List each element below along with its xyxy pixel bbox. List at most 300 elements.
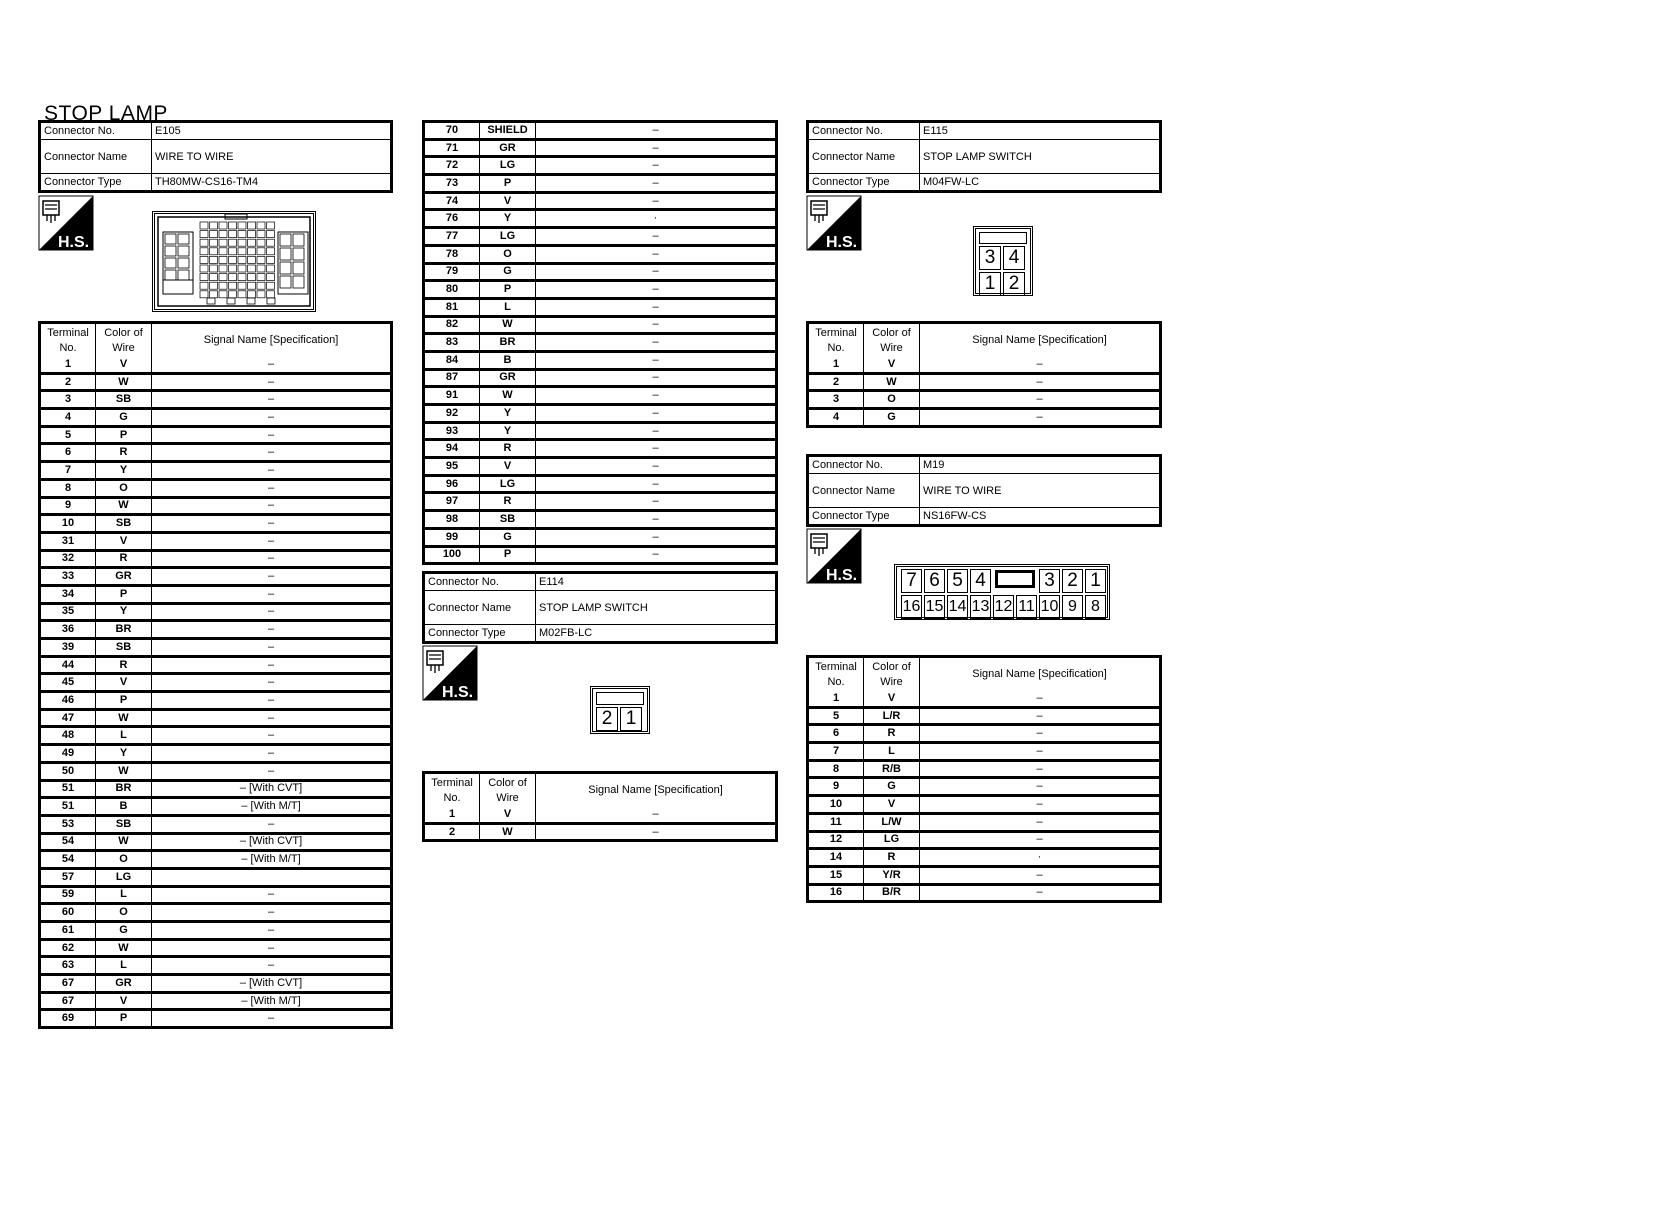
terminal-no: 67 (40, 975, 96, 993)
signal-name: – [With M/T] (152, 851, 392, 869)
signal-name: – (152, 426, 392, 444)
signal-name: – (152, 444, 392, 462)
terminal-no: 31 (40, 532, 96, 550)
terminal-no: 63 (40, 957, 96, 975)
signal-name: – (920, 357, 1161, 373)
connector-no-value: E114 (536, 573, 777, 591)
pin-label: 9 (1062, 595, 1083, 619)
terminal-no: 6 (40, 444, 96, 462)
wire-color: G (480, 528, 536, 546)
table-row (424, 475, 777, 493)
wire-color: O (96, 851, 152, 869)
signal-name: – (152, 515, 392, 533)
terminal-no: 7 (40, 462, 96, 480)
signal-name: – (152, 922, 392, 940)
wire-color: P (96, 426, 152, 444)
signal-name: – (152, 497, 392, 515)
wire-color: G (480, 263, 536, 281)
table-row (40, 692, 392, 710)
pin-label: 2 (1062, 569, 1083, 593)
connector-no-value: E105 (152, 122, 392, 140)
harness-side-icon (38, 195, 94, 251)
harness-side-icon (806, 528, 862, 584)
table-row (40, 780, 392, 798)
table-row (424, 405, 777, 423)
signal-name: – (536, 369, 777, 387)
table-row (424, 122, 777, 140)
table-row (40, 656, 392, 674)
terminal-no: 1 (40, 357, 96, 373)
wire-color: L (480, 298, 536, 316)
terminal-no: 70 (424, 122, 480, 140)
signal-name: – (152, 391, 392, 409)
wire-color: R/B (864, 760, 920, 778)
terminal-no: 67 (40, 992, 96, 1010)
signal-name: – (536, 228, 777, 246)
terminal-no: 8 (40, 479, 96, 497)
wire-color: V (864, 796, 920, 814)
wire-color: G (864, 778, 920, 796)
terminal-no: 98 (424, 511, 480, 529)
terminal-no: 3 (808, 391, 864, 409)
table-row (424, 493, 777, 511)
table-row (40, 922, 392, 940)
wire-color: SB (96, 515, 152, 533)
wire-color: R (480, 493, 536, 511)
signal-name: – (152, 727, 392, 745)
harness-side-icon (806, 195, 862, 251)
wire-color: V (864, 691, 920, 707)
signal-name: – (152, 815, 392, 833)
terminal-no: 61 (40, 922, 96, 940)
signal-name: – (152, 904, 392, 922)
terminal-no: 69 (40, 1010, 96, 1028)
terminal-no: 2 (40, 373, 96, 391)
pin-label: 7 (901, 569, 922, 593)
wire-color: SHIELD (480, 122, 536, 140)
table-row (808, 796, 1161, 814)
e105-terminal-table (38, 321, 393, 1029)
terminal-no: 71 (424, 139, 480, 157)
table-row (424, 528, 777, 546)
terminal-no: 35 (40, 603, 96, 621)
wire-color: W (96, 833, 152, 851)
col-terminal-header: Terminal No. (424, 773, 480, 808)
table-row (808, 813, 1161, 831)
wire-color: W (96, 762, 152, 780)
table-row (808, 849, 1161, 867)
terminal-no: 5 (40, 426, 96, 444)
table-row (40, 957, 392, 975)
signal-name: · (536, 210, 777, 228)
connector-type-label: Connector Type (40, 174, 152, 192)
wire-color: Y (480, 422, 536, 440)
connector-no-value: E115 (920, 122, 1161, 140)
signal-name: – [With CVT] (152, 833, 392, 851)
signal-name: – (152, 745, 392, 763)
svg-text:H.S.: H.S. (826, 234, 858, 251)
signal-name: – (920, 884, 1161, 902)
wire-color: SB (96, 391, 152, 409)
connector-type-label: Connector Type (808, 508, 920, 526)
terminal-no: 51 (40, 780, 96, 798)
pin-label: 3 (1039, 569, 1060, 593)
wire-color: SB (480, 511, 536, 529)
pin-label: 4 (1003, 246, 1025, 270)
wire-color: G (96, 409, 152, 427)
pin-label: 13 (970, 595, 991, 619)
table-row (424, 263, 777, 281)
wire-color: L (864, 743, 920, 761)
terminal-no: 4 (808, 409, 864, 427)
signal-name: – (152, 603, 392, 621)
terminal-no: 87 (424, 369, 480, 387)
table-row (808, 743, 1161, 761)
terminal-no: 99 (424, 528, 480, 546)
signal-name: – (536, 475, 777, 493)
wire-color: L/R (864, 707, 920, 725)
terminal-no: 32 (40, 550, 96, 568)
wire-color: W (96, 497, 152, 515)
table-row (40, 409, 392, 427)
connector-name-label: Connector Name (424, 591, 536, 625)
pin-label: 16 (901, 595, 922, 619)
wire-color: R (864, 725, 920, 743)
wire-color: W (480, 316, 536, 334)
signal-name: – (152, 939, 392, 957)
wire-color: Y (96, 745, 152, 763)
terminal-no: 3 (40, 391, 96, 409)
table-row (40, 585, 392, 603)
terminal-no: 62 (40, 939, 96, 957)
terminal-no: 6 (808, 725, 864, 743)
signal-name: – (152, 674, 392, 692)
terminal-no: 45 (40, 674, 96, 692)
table-row (40, 621, 392, 639)
wire-color: R (96, 656, 152, 674)
table-row (424, 511, 777, 529)
wire-color: V (480, 192, 536, 210)
signal-name: – (536, 546, 777, 564)
signal-name: – (152, 639, 392, 657)
wire-color: R (96, 444, 152, 462)
signal-name: – (536, 351, 777, 369)
connector-no-label: Connector No. (40, 122, 152, 140)
table-row (40, 497, 392, 515)
terminal-no: 78 (424, 245, 480, 263)
pin-label: 15 (924, 595, 945, 619)
signal-name: – (536, 823, 777, 841)
wire-color: SB (96, 815, 152, 833)
wire-color: R (864, 849, 920, 867)
col-terminal-header: Terminal No. (40, 323, 96, 358)
wire-color: P (480, 546, 536, 564)
table-row (40, 357, 392, 373)
signal-name: – (152, 568, 392, 586)
connector-type-value: M02FB-LC (536, 625, 777, 643)
table-row (40, 639, 392, 657)
wire-color: LG (864, 831, 920, 849)
signal-name: – (152, 709, 392, 727)
connector-type-value: NS16FW-CS (920, 508, 1161, 526)
table-row (40, 515, 392, 533)
wire-color: O (480, 245, 536, 263)
signal-name: – [With CVT] (152, 975, 392, 993)
signal-name: – (536, 175, 777, 193)
signal-name (152, 868, 392, 886)
wire-color: LG (480, 475, 536, 493)
terminal-no: 73 (424, 175, 480, 193)
signal-name: – [With M/T] (152, 992, 392, 1010)
signal-name: – (920, 691, 1161, 707)
svg-text:H.S.: H.S. (442, 684, 474, 701)
connector-type-label: Connector Type (808, 174, 920, 192)
terminal-no: 100 (424, 546, 480, 564)
signal-name: – (536, 334, 777, 352)
table-row (808, 725, 1161, 743)
pin-label: 1 (979, 272, 1001, 296)
terminal-no: 8 (808, 760, 864, 778)
wire-color: L (96, 886, 152, 904)
terminal-no: 91 (424, 387, 480, 405)
table-row (40, 1010, 392, 1028)
signal-name: – (152, 621, 392, 639)
table-row (424, 192, 777, 210)
terminal-no: 1 (808, 691, 864, 707)
terminal-no: 54 (40, 851, 96, 869)
terminal-no: 74 (424, 192, 480, 210)
wire-color: W (480, 387, 536, 405)
table-row (40, 727, 392, 745)
signal-name: – (920, 707, 1161, 725)
terminal-no: 47 (40, 709, 96, 727)
wire-color: GR (96, 568, 152, 586)
terminal-no: 81 (424, 298, 480, 316)
connector-type-label: Connector Type (424, 625, 536, 643)
signal-name: – (536, 511, 777, 529)
m19-info-table (806, 454, 1162, 527)
e115-connector-face (973, 226, 1033, 296)
table-row (808, 778, 1161, 796)
terminal-no: 1 (808, 357, 864, 373)
terminal-no: 2 (808, 373, 864, 391)
pin-label: 1 (1085, 569, 1106, 593)
connector-type-value: TH80MW-CS16-TM4 (152, 174, 392, 192)
table-row (40, 391, 392, 409)
terminal-no: 7 (808, 743, 864, 761)
terminal-no: 2 (424, 823, 480, 841)
pin-label: 5 (947, 569, 968, 593)
table-row (424, 210, 777, 228)
pin-label: 3 (979, 246, 1001, 270)
table-row (808, 373, 1161, 391)
pin-label: 6 (924, 569, 945, 593)
table-row (40, 373, 392, 391)
terminal-no: 97 (424, 493, 480, 511)
svg-text:H.S.: H.S. (58, 234, 90, 251)
svg-text:H.S.: H.S. (826, 567, 858, 584)
m19-terminal-table (806, 655, 1162, 903)
table-row (424, 422, 777, 440)
signal-name: – (536, 493, 777, 511)
table-row (40, 426, 392, 444)
signal-name: – (152, 585, 392, 603)
e105-connector-face (152, 211, 316, 312)
signal-name: – (152, 357, 392, 373)
table-row (40, 550, 392, 568)
table-row (424, 823, 777, 841)
wire-color: B (480, 351, 536, 369)
table-row (40, 462, 392, 480)
wire-color: LG (480, 157, 536, 175)
terminal-no: 77 (424, 228, 480, 246)
signal-name: – (152, 373, 392, 391)
terminal-no: 54 (40, 833, 96, 851)
col-signal-header: Signal Name [Specification] (920, 657, 1161, 692)
signal-name: – (152, 762, 392, 780)
connector-name-label: Connector Name (40, 140, 152, 174)
table-row (424, 334, 777, 352)
connector-lock (995, 570, 1035, 588)
signal-name: – (920, 373, 1161, 391)
wire-color: W (96, 373, 152, 391)
signal-name: – (152, 462, 392, 480)
col-color-header: Color of Wire (864, 323, 920, 358)
e105-info-table (38, 120, 393, 193)
signal-name: – (536, 281, 777, 299)
signal-name: – (152, 1010, 392, 1028)
table-row (40, 444, 392, 462)
wire-color: BR (96, 621, 152, 639)
wire-color: W (864, 373, 920, 391)
wire-color: R (480, 440, 536, 458)
e114-terminal-table (422, 771, 778, 842)
signal-name: – (152, 656, 392, 674)
e114-connector-face (590, 686, 650, 734)
signal-name: – (152, 532, 392, 550)
table-row (40, 674, 392, 692)
table-row (40, 798, 392, 816)
terminal-no: 84 (424, 351, 480, 369)
wire-color: V (480, 458, 536, 476)
signal-name: – (536, 422, 777, 440)
terminal-no: 33 (40, 568, 96, 586)
table-row (40, 479, 392, 497)
wire-color: V (96, 674, 152, 692)
wire-color: B (96, 798, 152, 816)
wire-color: SB (96, 639, 152, 657)
wire-color: BR (480, 334, 536, 352)
table-row (40, 745, 392, 763)
wire-color: W (96, 939, 152, 957)
table-row (40, 709, 392, 727)
table-row (424, 298, 777, 316)
table-row (424, 175, 777, 193)
wire-color: G (96, 922, 152, 940)
terminal-no: 1 (424, 807, 480, 823)
signal-name: – (920, 866, 1161, 884)
terminal-no: 95 (424, 458, 480, 476)
terminal-no: 57 (40, 868, 96, 886)
table-row (40, 886, 392, 904)
table-row (424, 807, 777, 823)
col-signal-header: Signal Name [Specification] (920, 323, 1161, 358)
wire-color: V (96, 532, 152, 550)
terminal-no: 12 (808, 831, 864, 849)
pin-label: 8 (1085, 595, 1106, 619)
terminal-no: 34 (40, 585, 96, 603)
signal-name: – (920, 813, 1161, 831)
signal-name: – (152, 692, 392, 710)
e115-terminal-table (806, 321, 1162, 428)
wire-color: L (96, 727, 152, 745)
terminal-no: 76 (424, 210, 480, 228)
table-row (424, 440, 777, 458)
table-row (424, 157, 777, 175)
terminal-no: 72 (424, 157, 480, 175)
signal-name: – (536, 405, 777, 423)
signal-name: – (920, 778, 1161, 796)
connector-no-label: Connector No. (808, 456, 920, 474)
connector-no-value: M19 (920, 456, 1161, 474)
wire-color: P (96, 1010, 152, 1028)
signal-name: – (920, 743, 1161, 761)
pin-label: 10 (1039, 595, 1060, 619)
table-row (424, 369, 777, 387)
col-color-header: Color of Wire (864, 657, 920, 692)
terminal-no: 39 (40, 639, 96, 657)
signal-name: – (536, 157, 777, 175)
table-row (40, 975, 392, 993)
table-row (424, 281, 777, 299)
table-row (40, 868, 392, 886)
col-terminal-header: Terminal No. (808, 657, 864, 692)
wire-color: P (96, 585, 152, 603)
wire-color: W (480, 823, 536, 841)
table-row (808, 357, 1161, 373)
wire-color: L (96, 957, 152, 975)
wire-color: P (480, 175, 536, 193)
connector-name-value: WIRE TO WIRE (920, 474, 1161, 508)
signal-name: – (536, 298, 777, 316)
table-row (424, 458, 777, 476)
connector-no-label: Connector No. (808, 122, 920, 140)
wire-color: O (96, 479, 152, 497)
pin-label: 11 (1016, 595, 1037, 619)
table-row (808, 391, 1161, 409)
signal-name: – (536, 192, 777, 210)
terminal-no: 93 (424, 422, 480, 440)
terminal-no: 51 (40, 798, 96, 816)
terminal-no: 79 (424, 263, 480, 281)
connector-no-label: Connector No. (424, 573, 536, 591)
pin-label: 4 (970, 569, 991, 593)
e114-info-table (422, 571, 778, 644)
table-row (424, 245, 777, 263)
connector-name-value: STOP LAMP SWITCH (920, 140, 1161, 174)
harness-side-icon (422, 645, 478, 701)
wire-color: W (96, 709, 152, 727)
wire-color: V (480, 807, 536, 823)
wire-color: GR (480, 369, 536, 387)
terminal-no: 5 (808, 707, 864, 725)
wire-color: V (864, 357, 920, 373)
terminal-no: 16 (808, 884, 864, 902)
terminal-no: 14 (808, 849, 864, 867)
terminal-no: 36 (40, 621, 96, 639)
terminal-no: 10 (808, 796, 864, 814)
wire-color: Y (480, 405, 536, 423)
